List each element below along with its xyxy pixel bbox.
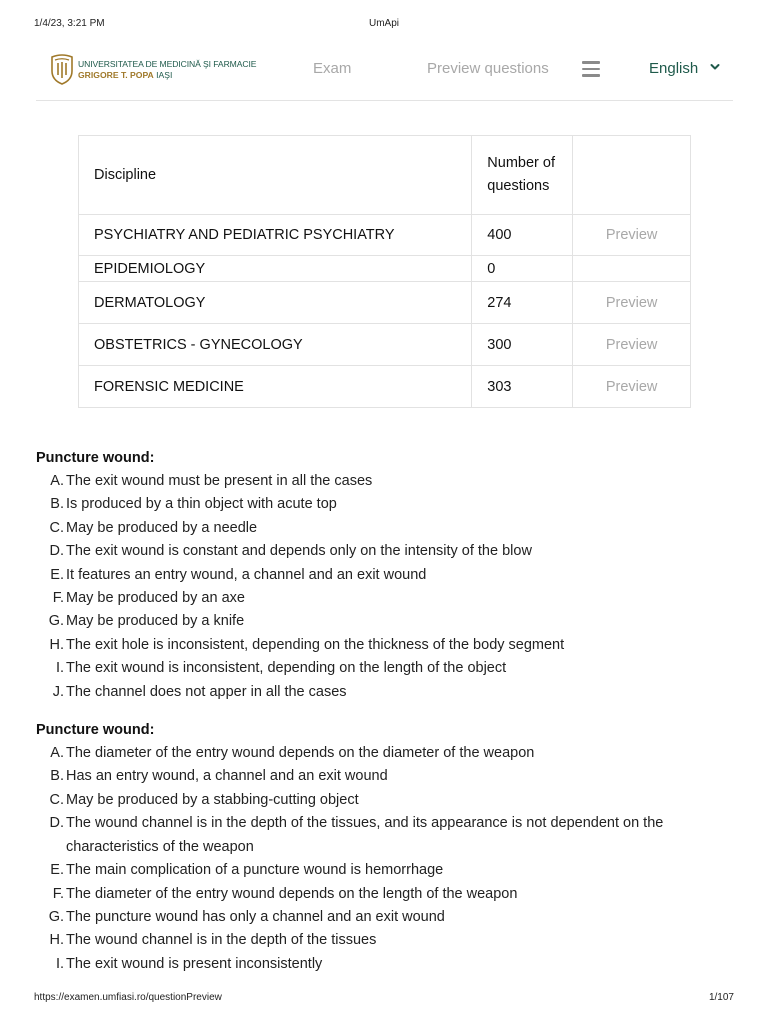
nav-preview-questions-link[interactable]: Preview questions [427,60,549,77]
option-text: The main complication of a puncture wound is hemorrhage [66,862,444,879]
option-text: The diameter of the entry wound depends on the length of the weapon [66,885,518,902]
answer-option [36,789,736,812]
option-letter: E. [50,862,64,879]
answer-option [36,610,736,633]
option-text: Is produced by a thin object with acute top [66,496,337,513]
discipline-name: FORENSIC MEDICINE [79,366,472,408]
question-count: 303 [472,366,573,408]
nav-exam-link[interactable]: Exam [313,60,352,77]
logo-text [78,59,256,81]
answer-option [36,657,736,680]
option-text: May be produced by a knife [66,613,245,630]
logo-line-2 [78,70,256,81]
option-letter: H. [49,932,64,949]
table-row [79,282,691,324]
header-action [573,136,691,215]
option-letter: D. [49,543,64,560]
option-letter: F. [52,885,64,902]
answer-option [36,634,736,657]
answer-option [36,564,736,587]
university-emblem-icon [50,53,74,85]
option-letter: H. [49,636,64,653]
logo-line-1: UNIVERSITATEA DE MEDICINĂ ŞI FARMACIE [78,59,257,69]
answer-option [36,859,736,882]
option-text: May be produced by a needle [66,519,258,536]
logo-city: IAŞI [153,70,173,80]
option-letter: J. [52,683,64,700]
question-count: 400 [472,215,573,256]
disciplines-table [78,135,691,408]
answer-option [36,929,736,952]
option-text: The exit wound must be present in all the cases [66,473,373,489]
question-block [36,446,736,704]
print-url: https://examen.umfiasi.ro/questionPreview [34,992,222,1003]
preview-button[interactable]: Preview [573,366,691,408]
top-navbar [36,48,733,101]
discipline-name: OBSTETRICS - GYNECOLOGY [79,324,472,366]
print-datetime: 1/4/23, 3:21 PM [34,18,105,29]
option-letter: C. [49,519,64,536]
language-selector[interactable]: English [649,60,699,77]
table-row [79,256,691,282]
discipline-name: PSYCHIATRY AND PEDIATRIC PSYCHIATRY [79,215,472,256]
questions-list [36,446,736,990]
option-letter: F. [52,590,64,607]
option-letter: I. [55,660,64,677]
university-logo[interactable] [50,53,257,87]
answer-option [36,883,736,906]
option-letter: I. [55,955,64,972]
option-letter: G. [48,613,64,630]
question-count: 274 [472,282,573,324]
option-text: Has an entry wound, a channel and an exit wound [66,768,388,785]
print-page-title: UmApi [368,18,399,29]
header-number-of-questions: Number of questions [472,136,573,215]
answer-option [36,681,736,704]
option-text: The wound channel is in the depth of the tissues [66,932,377,949]
print-footer [34,992,734,1006]
table-row [79,366,691,408]
print-header [34,18,734,32]
header-discipline: Discipline [79,136,472,215]
option-letter: E. [50,566,64,583]
option-text: The exit wound is present inconsistently [66,955,323,972]
option-letter: C. [49,791,64,808]
question-title: Puncture wound: [36,450,155,466]
preview-button[interactable]: Preview [573,324,691,366]
answer-option [36,587,736,610]
option-text: The exit wound is constant and depends only on the intensity of the blow [66,543,532,560]
question-count: 0 [472,256,573,282]
answer-option [36,493,736,516]
table-row [79,324,691,366]
answer-option [36,742,736,765]
option-text: The diameter of the entry wound depends on the diameter of the weapon [66,745,535,762]
answer-option [36,540,736,563]
preview-button[interactable]: Preview [573,215,691,256]
question-count: 300 [472,324,573,366]
option-text: The puncture wound has only a channel and an exit wound [66,908,445,925]
chevron-down-icon[interactable] [710,62,720,72]
table-row [79,215,691,256]
option-letter: B. [50,768,64,785]
logo-name: GRIGORE T. POPA [78,70,154,80]
option-text: The exit hole is inconsistent, depending on the thickness of the body segment [66,636,565,653]
option-letter: D. [49,815,64,832]
question-title: Puncture wound: [36,722,155,739]
answer-option [36,517,736,540]
option-text: The channel does not apper in all the cases [66,683,347,700]
option-letter: G. [48,908,64,925]
answer-option [36,812,736,859]
answer-option [36,953,736,976]
print-page-number: 1/107 [708,992,734,1003]
option-letter: B. [50,496,64,513]
option-text: The exit wound is inconsistent, depending on the length of the object [66,660,507,677]
hamburger-menu-icon[interactable] [582,61,600,77]
option-text: The wound channel is in the depth of the tissues, and its appearance is not dependent on the characteristics of the weapon [66,815,664,855]
answer-option [36,906,736,929]
discipline-name: EPIDEMIOLOGY [79,256,472,282]
answer-option [36,470,736,493]
option-letter: A. [50,745,64,762]
option-text: May be produced by a stabbing-cutting object [66,791,359,808]
answer-option [36,765,736,788]
option-letter: A. [50,473,64,489]
discipline-name: DERMATOLOGY [79,282,472,324]
preview-button[interactable]: Preview [573,282,691,324]
table-header-row [79,136,691,215]
question-block [36,718,736,976]
option-text: May be produced by an axe [66,590,245,607]
option-text: It features an entry wound, a channel and an exit wound [66,566,427,583]
preview-cell-empty [573,256,691,282]
